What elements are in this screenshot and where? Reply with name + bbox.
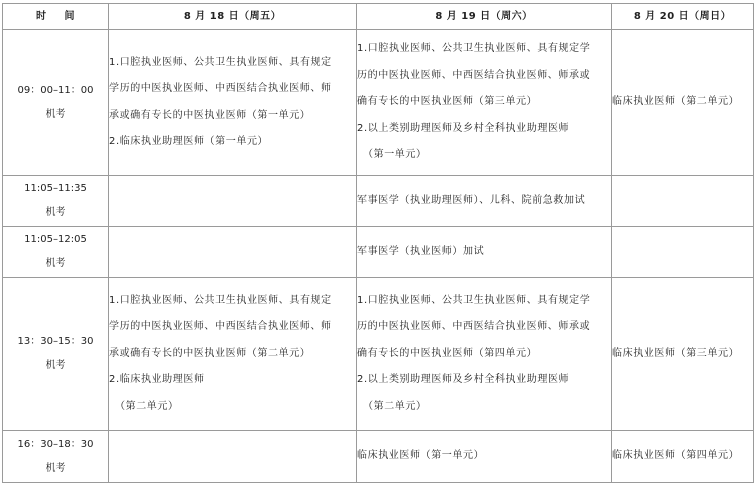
time-slot: 11:05–12:05 机考 xyxy=(3,227,109,278)
day3-cell xyxy=(612,176,754,227)
schedule-row xyxy=(3,30,754,176)
day2-cell: 临床执业医师（第一单元） xyxy=(357,431,612,483)
day2-cell: 1.口腔执业医师、公共卫生执业医师、具有规定学 历的中医执业医师、中西医结合执业医师、师承或 确有专长的中医执业医师（第三单元） 2.以上类别助理医师及乡村全科执业助理医师 （第一单元） xyxy=(357,30,612,176)
day1-cell: 1.口腔执业医师、公共卫生执业医师、具有规定 学历的中医执业医师、中西医结合执业医师、师 承或确有专长的中医执业医师（第一单元） 2.临床执业助理医师（第一单元） xyxy=(109,30,357,176)
day3-cell: 临床执业医师（第四单元） xyxy=(612,431,754,483)
time-slot: 16：30–18：30 机考 xyxy=(3,431,109,483)
header-time: 时 间 xyxy=(3,4,109,30)
schedule-row xyxy=(3,431,754,483)
schedule-row xyxy=(3,278,754,431)
exam-schedule-table xyxy=(2,3,754,483)
time-slot: 13：30–15：30 机考 xyxy=(3,278,109,431)
day2-cell: 军事医学（执业医师）加试 xyxy=(357,227,612,278)
header-day-1: 8 月 18 日（周五） xyxy=(109,4,357,30)
day3-cell: 临床执业医师（第二单元） xyxy=(612,30,754,176)
day1-cell xyxy=(109,227,357,278)
day1-cell: 1.口腔执业医师、公共卫生执业医师、具有规定 学历的中医执业医师、中西医结合执业医师、师 承或确有专长的中医执业医师（第二单元） 2.临床执业助理医师 （第二单元） xyxy=(109,278,357,431)
day3-cell xyxy=(612,227,754,278)
schedule-row xyxy=(3,227,754,278)
day2-cell: 军事医学（执业助理医师）、儿科、院前急救加试 xyxy=(357,176,612,227)
time-slot: 11:05–11:35 机考 xyxy=(3,176,109,227)
time-slot: 09：00–11：00 机考 xyxy=(3,30,109,176)
day1-cell xyxy=(109,431,357,483)
day2-cell: 1.口腔执业医师、公共卫生执业医师、具有规定学 历的中医执业医师、中西医结合执业医师、师承或 确有专长的中医执业医师（第四单元） 2.以上类别助理医师及乡村全科执业助理医师 （第二单元） xyxy=(357,278,612,431)
header-day-2: 8 月 19 日（周六） xyxy=(357,4,612,30)
header-day-3: 8 月 20 日（周日） xyxy=(612,4,754,30)
header-row xyxy=(3,4,754,30)
day1-cell xyxy=(109,176,357,227)
day3-cell: 临床执业医师（第三单元） xyxy=(612,278,754,431)
schedule-row xyxy=(3,176,754,227)
